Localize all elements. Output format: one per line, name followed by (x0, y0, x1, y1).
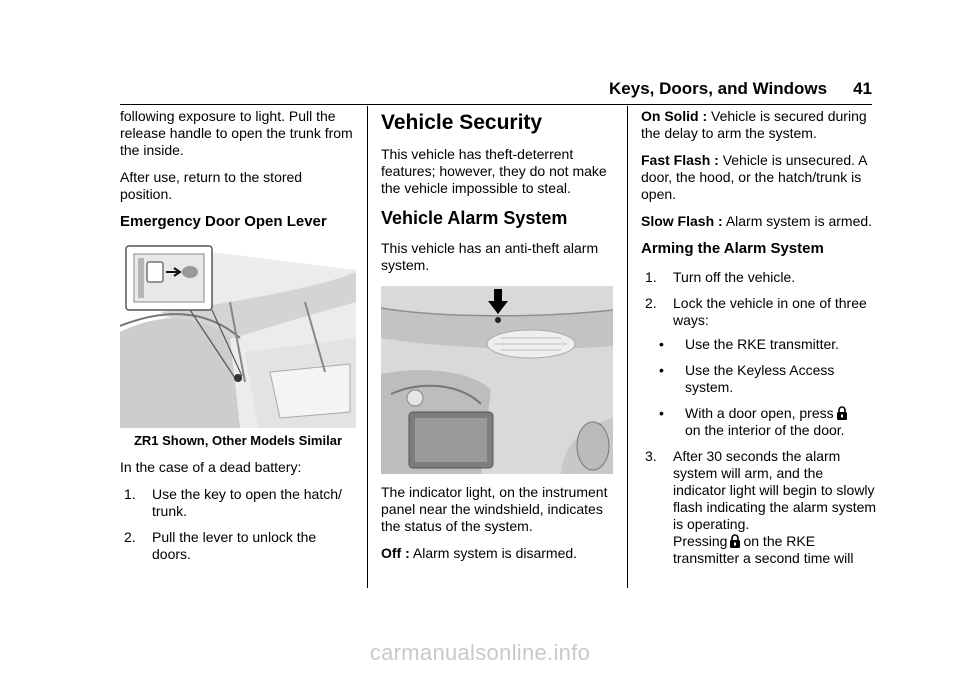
section-heading: Emergency Door Open Lever (120, 213, 327, 230)
lock-icon (729, 534, 741, 548)
emergency-lever-illustration (120, 242, 356, 428)
paragraph: In the case of a dead battery: (120, 459, 302, 475)
figure-caption: ZR1 Shown, Other Models Similar (133, 433, 343, 448)
column-divider-1 (367, 106, 368, 588)
list-item: 3. After 30 seconds the alarm system will arm, and the indicator light will begin to slowly flash indicating the alarm system is operating. Pressing on the RKE transmitter a second time will (645, 448, 877, 566)
steps-list (120, 486, 356, 563)
status-fast-flash: Fast Flash : Vehicle is unsecured. A door, the hood, or the hatch/trunk is open. (641, 152, 867, 202)
header-rule (120, 104, 872, 105)
page-header (609, 79, 872, 99)
paragraph: following exposure to light. Pull the release handle to open the trunk from the inside. (120, 108, 353, 158)
status-slow-flash: Slow Flash : Alarm system is armed. (641, 213, 873, 229)
bullet-item: • Use the Keyless Access system. (659, 362, 835, 395)
section-heading: Vehicle Alarm System (381, 208, 568, 228)
section-title: Keys, Doors, and Windows (609, 79, 828, 98)
list-item: 1. Turn off the vehicle. (645, 269, 796, 285)
column-divider-2 (627, 106, 628, 588)
status-off: Off : Alarm system is disarmed. (381, 545, 578, 561)
column-2 (381, 108, 617, 572)
paragraph: This vehicle has an anti-theft alarm system. (381, 240, 599, 273)
paragraph: This vehicle has theft-deterrent features; however, they do not make the vehicle impossible to steal. (381, 146, 607, 196)
list-item: 2. Lock the vehicle in one of three ways: (645, 295, 867, 328)
watermark: carmanualsonline.info (369, 640, 591, 665)
bullet-item: • With a door open, press on the interior of the door. (641, 405, 877, 439)
paragraph: The indicator light, on the instrument panel near the windshield, indicates the status of the system. (381, 484, 608, 534)
column-3 (641, 108, 877, 576)
section-heading: Arming the Alarm System (641, 240, 824, 257)
page-number: 41 (853, 79, 872, 98)
list-item: 2. Pull the lever to unlock the doors. (124, 529, 317, 562)
paragraph: After use, return to the stored position. (120, 169, 303, 202)
list-item: 1. Use the key to open the hatch/ trunk. (124, 486, 342, 519)
instrument-panel-illustration (381, 286, 613, 474)
lock-icon (836, 406, 848, 420)
page-title: Vehicle Security (381, 111, 543, 134)
bullet-item: • Use the RKE transmitter. (659, 336, 840, 352)
column-1 (120, 108, 356, 572)
status-on-solid: On Solid : Vehicle is secured during the delay to arm the system. (641, 108, 867, 141)
